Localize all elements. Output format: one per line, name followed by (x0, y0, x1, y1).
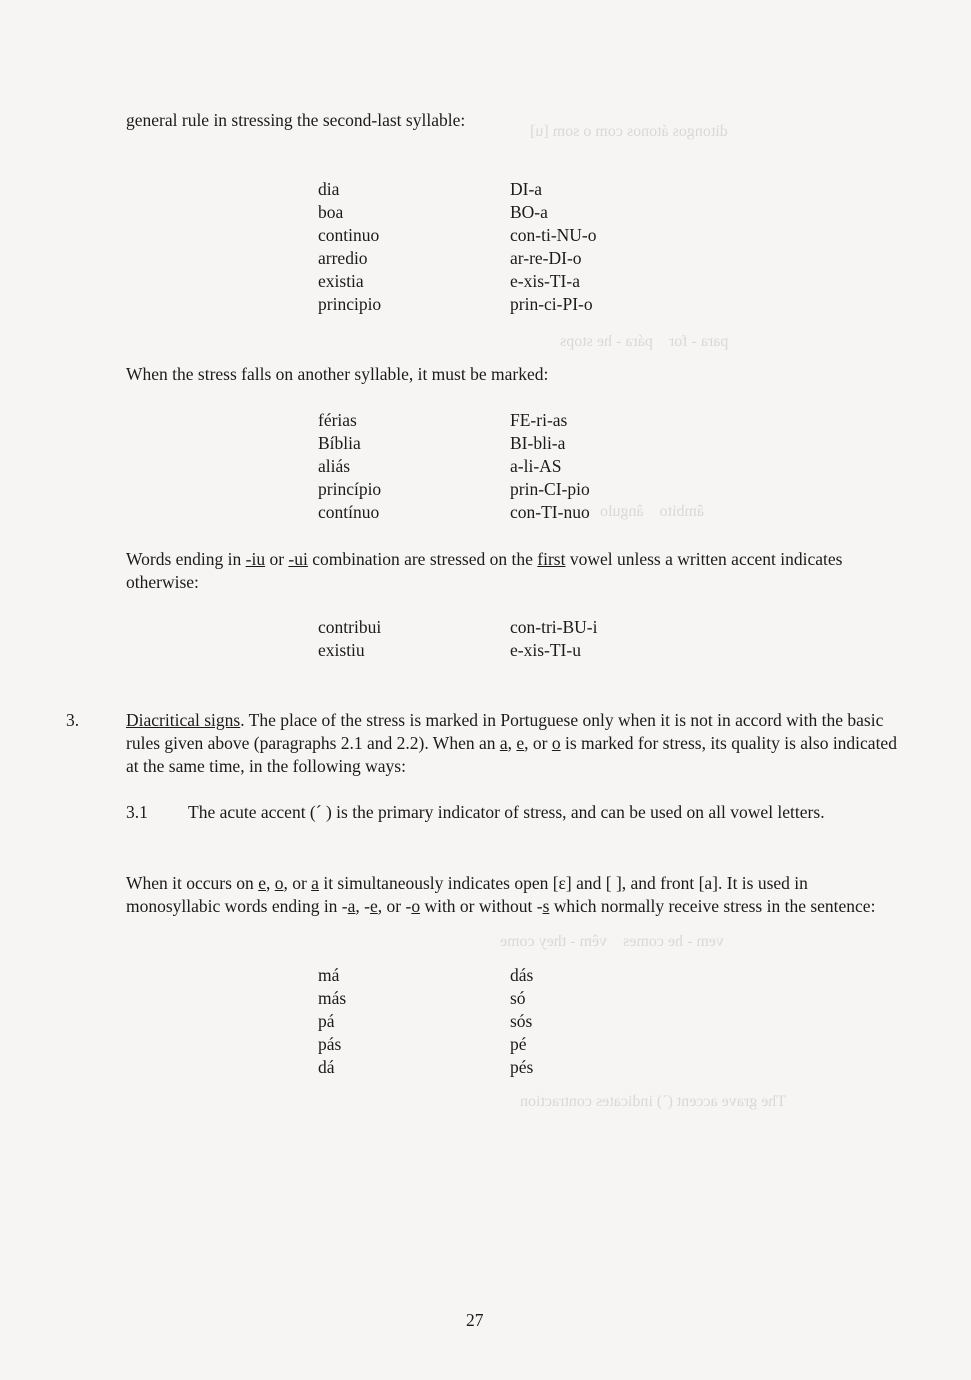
word: boa (318, 202, 344, 222)
bleed-through-text: vem - he comes vêm - they come (500, 933, 724, 950)
word: má (318, 965, 340, 985)
text-span: with or without - (420, 896, 543, 916)
underlined-letter: o (411, 896, 421, 916)
underlined-term: -iu (245, 549, 266, 569)
syllabification: con-TI-nuo (510, 502, 590, 522)
text-span: combination are stressed on the (307, 549, 538, 569)
word: existia (318, 271, 364, 291)
underlined-letter: a (499, 733, 508, 753)
word: pé (510, 1034, 527, 1054)
syllabification: prin-CI-pio (510, 479, 590, 499)
syllabification: ar-re-DI-o (510, 248, 582, 268)
word: contínuo (318, 502, 380, 522)
word: dá (318, 1057, 335, 1077)
page-number: 27 (466, 1310, 484, 1330)
word: existiu (318, 640, 365, 660)
syllabification: con-ti-NU-o (510, 225, 597, 245)
syllabification: a-li-AS (510, 456, 562, 476)
word: sós (510, 1011, 533, 1031)
underlined-letter: e (370, 896, 378, 916)
subsection-number: 3.1 (126, 802, 148, 822)
underlined-term: first (537, 549, 566, 569)
text-span: . The place of the stress is marked in Portuguese only when it is not in accord with the basic rules given above (paragraphs 2.1 and 2.2). When an (126, 710, 884, 753)
text-span: , (265, 873, 275, 893)
syllabification: FE-ri-as (510, 410, 568, 430)
section-3-paragraph (126, 709, 901, 778)
syllabification: con-tri-BU-i (510, 617, 598, 637)
word: contribui (318, 617, 382, 637)
bleed-through-text: para - for pára - he stops (560, 333, 729, 350)
subsection-3-1-text: The acute accent (´ ) is the primary indicator of stress, and can be used on all vowel letters. (188, 802, 825, 822)
text-span: , or (524, 733, 552, 753)
acute-paragraph (126, 872, 896, 918)
word: férias (318, 410, 357, 430)
underlined-term: -ui (288, 549, 308, 569)
text-span: is marked for stress, its quality is also indicated at the same time, in the following ways: (126, 733, 897, 776)
word: princípio (318, 479, 382, 499)
text-span: , or - (377, 896, 412, 916)
word: só (510, 988, 526, 1008)
word: continuo (318, 225, 380, 245)
word: pá (318, 1011, 335, 1031)
syllabification: BI-bli-a (510, 433, 566, 453)
underlined-letter: e (516, 733, 525, 753)
underlined-letter: s (542, 896, 550, 916)
word: aliás (318, 456, 351, 476)
text-span: which normally receive stress in the sentence: (549, 896, 876, 916)
text-span: When it occurs on (126, 873, 259, 893)
word: dia (318, 179, 340, 199)
word: pás (318, 1034, 342, 1054)
word: más (318, 988, 347, 1008)
underlined-letter: a (347, 896, 356, 916)
section-heading: Diacritical signs (126, 710, 241, 730)
syllabification: e-xis-TI-u (510, 640, 581, 660)
text-span: , or (283, 873, 312, 893)
underlined-letter: a (311, 873, 319, 893)
word: pés (510, 1057, 534, 1077)
underlined-letter: o (551, 733, 561, 753)
text-span: it simultaneously indicates open [ɛ] and [ ], and front [a]. It is used in monosyllabic words ending in - (126, 873, 808, 916)
syllabification: BO-a (510, 202, 548, 222)
underlined-letter: e (258, 873, 266, 893)
underlined-letter: o (274, 873, 284, 893)
bleed-through-text: The grave accent (`) indicates contraction (520, 1093, 787, 1110)
text-span: vowel unless a written accent indicates otherwise: (126, 549, 843, 592)
text-span: or (265, 549, 289, 569)
word: dás (510, 965, 534, 985)
text-span: , - (355, 896, 370, 916)
bleed-through-text: âmbito ângulo (600, 503, 704, 520)
bleed-through-text: ditongos átonos com o som [u] (530, 123, 728, 140)
word: arredio (318, 248, 368, 268)
section-number: 3. (66, 710, 80, 730)
intro-text: general rule in stressing the second-last syllable: (126, 110, 466, 130)
text-span: Words ending in (126, 549, 246, 569)
syllabification: e-xis-TI-a (510, 271, 580, 291)
text-span: , (507, 733, 517, 753)
syllabification: DI-a (510, 179, 543, 199)
word: principio (318, 294, 382, 314)
iu-ui-paragraph (126, 548, 896, 594)
stress-marked-text: When the stress falls on another syllable, it must be marked: (126, 364, 549, 384)
syllabification: prin-ci-PI-o (510, 294, 593, 314)
word: Bíblia (318, 433, 361, 453)
